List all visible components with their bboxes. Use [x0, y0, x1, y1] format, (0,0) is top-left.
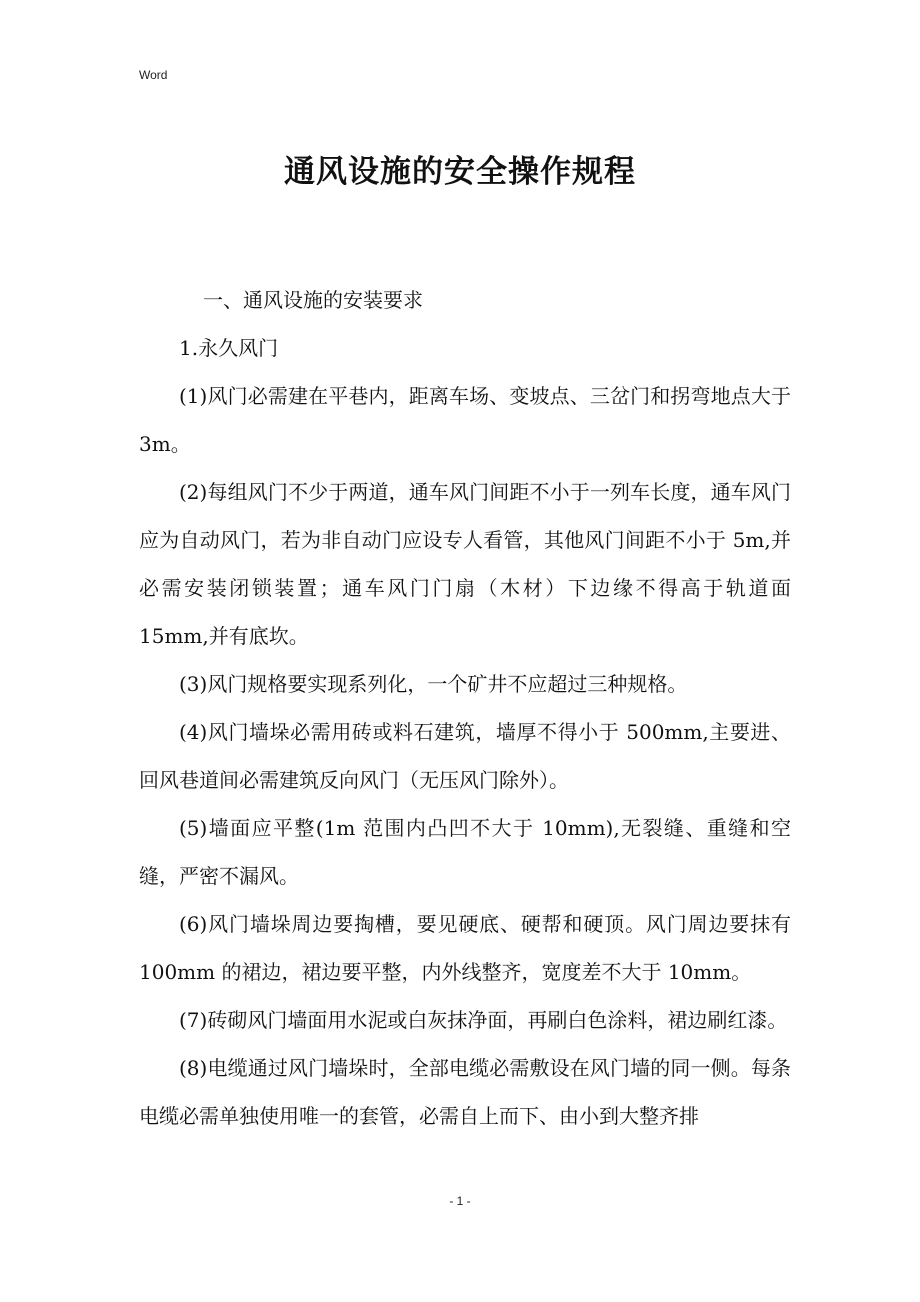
paragraph: (5)墙面应平整(1m 范围内凸凹不大于 10mm),无裂缝、重缝和空缝，严密不漏风。	[139, 816, 791, 888]
paragraph: (7)砖砌风门墙面用水泥或白灰抹净面，再刷白色涂料，裙边刷红漆。	[179, 1008, 788, 1032]
subsection-heading: 1.永久风门	[179, 336, 279, 360]
paragraph: (8)电缆通过风门墙垛时，全部电缆必需敷设在风门墙的同一侧。每条电缆必需单独使用唯一的套管，必需自上而下、由小到大整齐排	[139, 1056, 791, 1128]
paragraph: (3)风门规格要实现系列化，一个矿井不应超过三种规格。	[179, 672, 688, 696]
header-label: Word	[139, 68, 168, 82]
document-body	[139, 276, 791, 1140]
document-title: 通风设施的安全操作规程	[284, 154, 636, 190]
page-number: - 1 -	[449, 1194, 471, 1208]
section-heading: 一、通风设施的安装要求	[203, 288, 423, 312]
paragraph: (6)风门墙垛周边要掏槽，要见硬底、硬帮和硬顶。风门周边要抹有 100mm 的裙边，裙边要平整，内外线整齐，宽度差不大于 10mm。	[139, 912, 791, 984]
paragraph: (2)每组风门不少于两道，通车风门间距不小于一列车长度，通车风门应为自动风门，若为非自动门应设专人看管，其他风门间距不小于 5m,并必需安装闭锁装置；通车风门门扇（木材）下边缘不得高于轨道面 15mm,并有底坎。	[139, 480, 791, 648]
paragraph: (4)风门墙垛必需用砖或料石建筑，墙厚不得小于 500mm,主要进、回风巷道间必需建筑反向风门（无压风门除外）。	[139, 720, 791, 792]
paragraph: (1)风门必需建在平巷内，距离车场、变坡点、三岔门和拐弯地点大于 3m。	[139, 384, 791, 456]
